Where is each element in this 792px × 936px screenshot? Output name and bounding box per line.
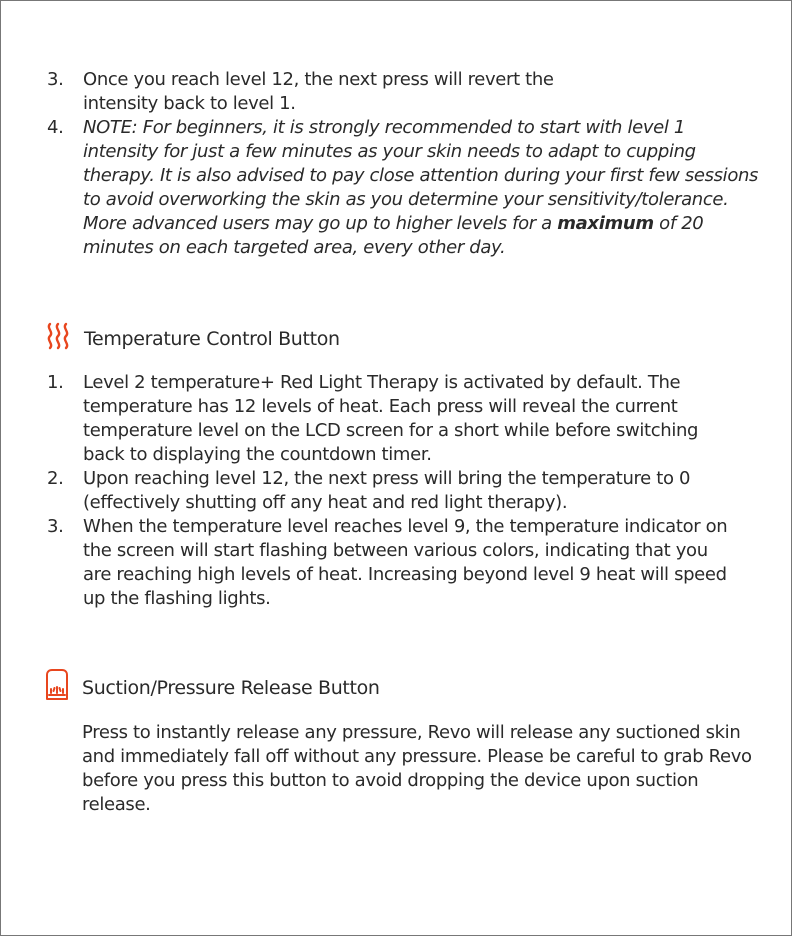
note-emphasis: maximum — [557, 213, 654, 234]
suction-release-icon — [45, 669, 69, 707]
suction-section-title: Suction/Pressure Release Button — [82, 677, 380, 699]
temperature-instructions-list — [1, 371, 791, 611]
temperature-section-title: Temperature Control Button — [84, 328, 340, 350]
list-item-note — [1, 116, 791, 260]
list-item — [1, 467, 791, 515]
heat-waves-icon — [45, 322, 71, 356]
item-text: Once you reach level 12, the next press will revert the intensity back to level 1. — [83, 69, 554, 114]
note-text-before: : For beginners, it is strongly recommended to start with level 1 intensity for just a few minutes as your skin needs to adapt to cupping therapy. It is also advised to pay close attention during your first few sessions to avoid overworking the skin as you determine your sensitivity/tolerance. More advanced users may go up to higher levels for a — [83, 117, 759, 234]
item-text: Level 2 temperature+ Red Light Therapy is activated by default. The temperature has 12 levels of heat. Each press will reveal the current temperature level on the LCD screen for a short while before switching back to displaying the countdown timer. — [83, 372, 699, 465]
item-number: 2. — [47, 468, 64, 489]
note-text-after: of 20 minutes on each targeted area, every other day. — [83, 213, 704, 258]
suction-section-heading — [45, 669, 380, 707]
item-number: 1. — [47, 372, 64, 393]
list-item — [1, 371, 791, 467]
item-text: Upon reaching level 12, the next press will bring the temperature to 0 (effectively shutting off any heat and red light therapy). — [83, 468, 691, 513]
list-item — [1, 68, 791, 116]
item-number: 3. — [47, 516, 64, 537]
note-label: NOTE — [83, 117, 132, 138]
suction-description: Press to instantly release any pressure, Revo will release any suctioned skin and immediately fall off without any pressure. Please be careful to grab Revo before you press this button to avoid dropping the device upon suction release. — [82, 722, 752, 815]
list-item — [1, 515, 791, 611]
intensity-instructions-list — [1, 68, 791, 260]
temperature-section-heading — [45, 322, 340, 356]
item-number: 4. — [47, 117, 64, 138]
item-text: When the temperature level reaches level 9, the temperature indicator on the screen will start flashing between various colors, indicating that you are reaching high levels of heat. Increasing beyond level 9 heat will speed up the flashing lights. — [83, 516, 728, 609]
item-number: 3. — [47, 69, 64, 90]
